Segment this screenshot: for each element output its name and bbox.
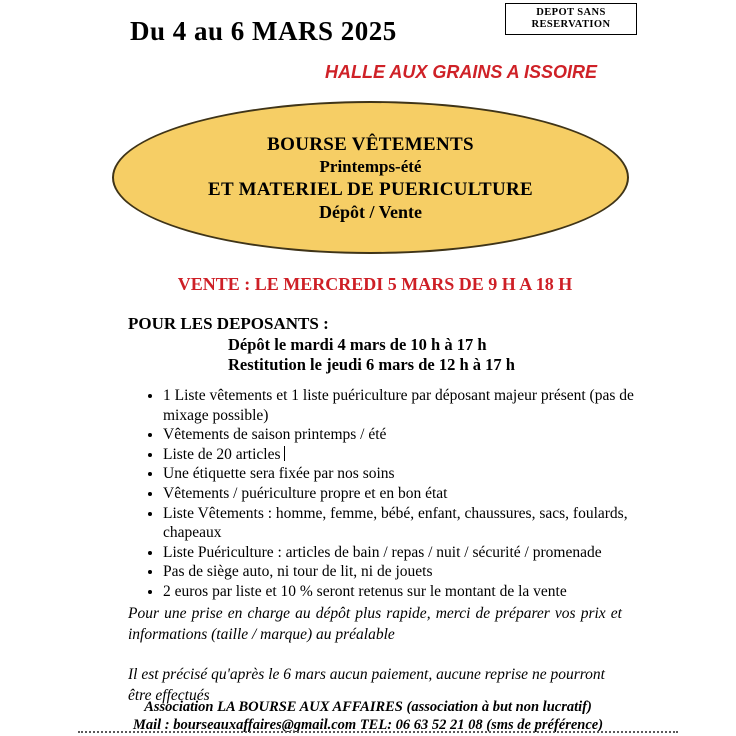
rule-text: Une étiquette sera fixée par nos soins	[163, 465, 395, 483]
rule-text: 1 Liste vêtements et 1 liste puériculture par déposant majeur présent (pas de mixage possible)	[163, 387, 634, 424]
contact-info: Mail : bourseauxaffaires@gmail.com TEL: 06 63 52 21 08 (sms de préférence)	[132, 716, 604, 733]
rule-item	[163, 543, 659, 563]
rule-text: Liste de 20 articles	[163, 445, 281, 463]
association-name: Association LA BOURSE AUX AFFAIRES (association à but non lucratif)	[144, 699, 592, 715]
rule-item	[163, 562, 659, 582]
rule-item	[163, 484, 659, 504]
rule-text: Liste Puériculture : articles de bain / repas / nuit / sécurité / promenade	[163, 543, 602, 561]
note-deadline: Il est précisé qu'après le 6 mars aucun paiement, aucune reprise ne pourront être effectués	[128, 666, 605, 704]
event-banner-ellipse	[112, 101, 629, 254]
rule-text: Liste Vêtements : homme, femme, bébé, enfant, chaussures, sacs, foulards, chapeaux	[163, 504, 628, 542]
rule-item	[163, 582, 659, 602]
rule-item	[163, 445, 659, 465]
rule-item	[163, 504, 659, 543]
bottom-cut-line	[78, 731, 678, 733]
rule-text: Vêtements de saison printemps / été	[163, 426, 387, 444]
rule-item	[163, 425, 659, 445]
rules-list	[128, 386, 659, 602]
rule-item	[163, 386, 659, 425]
rule-text: Vêtements / puériculture propre et en bon état	[163, 484, 448, 502]
rule-text: Pas de siège auto, ni tour de lit, ni de jouets	[163, 563, 433, 581]
venue-name: HALLE AUX GRAINS A ISSOIRE	[325, 62, 598, 82]
footer	[68, 699, 668, 734]
depositors-heading: POUR LES DEPOSANTS :	[128, 314, 329, 333]
event-date-title: Du 4 au 6 MARS 2025	[130, 16, 397, 46]
italic-notes	[128, 604, 622, 706]
sale-schedule-notice: VENTE : LE MERCREDI 5 MARS DE 9 H A 18 H	[177, 274, 573, 294]
note-preparation: Pour une prise en charge au dépôt plus rapide, merci de préparer vos prix et informations (taille / marque) au préalable	[128, 605, 622, 643]
badge-line-2: RESERVATION	[531, 19, 611, 30]
banner-title: BOURSE VÊTEMENTS	[267, 133, 474, 155]
rule-item	[163, 464, 659, 484]
banner-mode: Dépôt / Vente	[319, 201, 422, 222]
rule-text: 2 euros par liste et 10 % seront retenus sur le montant de la vente	[163, 582, 567, 600]
banner-subtitle: ET MATERIEL DE PUERICULTURE	[207, 178, 534, 200]
deposit-schedule: Dépôt le mardi 4 mars de 10 h à 17 h	[228, 335, 487, 354]
banner-season: Printemps-été	[319, 156, 422, 176]
restitution-schedule: Restitution le jeudi 6 mars de 12 h à 17 h	[228, 355, 515, 374]
no-reservation-badge	[505, 3, 637, 35]
text-cursor-icon	[284, 446, 286, 461]
badge-line-1: DEPOT SANS	[536, 6, 606, 18]
